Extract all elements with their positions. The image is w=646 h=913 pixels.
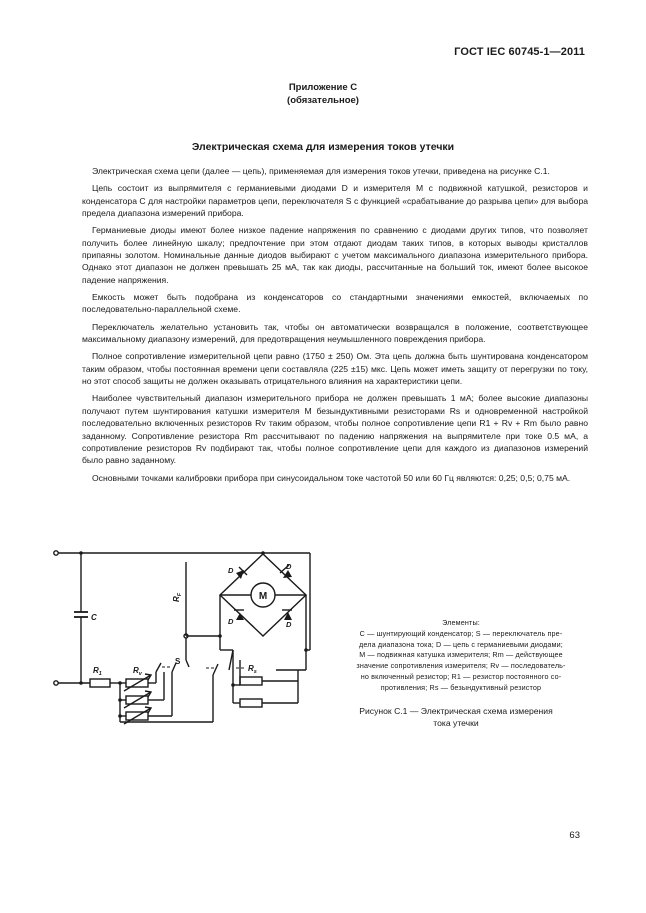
paragraph: Основными точками калибровки прибора при синусоидальном токе частотой 50 или 60 Гц являются: 0,25; 0,5; 0,75 мА. bbox=[92, 472, 571, 483]
input-terminal-bottom bbox=[54, 681, 58, 685]
paragraph: Наиболее чувствительный диапазон измерительного прибора не должен превышать 1 мА; более высокие диапазоны получают путем шунтирования катушки измерителя M безындуктивными резисторами Rs и одновременной настройкой последовательно включенных резисторов Rv таким образом, чтобы полное сопротивление цепи R1 + Rv + Rm было равно заданному. Сопротивление резистора Rm рассчитывают по падению напряжения на выпрямителе при токе 0.5 мА, а сопротивление резисторов Rv подбирают так, чтобы полное сопротивление цепи для каждого из диапазонов измерений было равно заданному. bbox=[82, 393, 588, 466]
meter-label: M bbox=[258, 591, 268, 602]
diode bbox=[282, 610, 292, 620]
annex-title: Приложение С bbox=[288, 82, 358, 93]
paragraph: Электрическая схема цепи (далее — цепь), применяемая для измерения токов утечки, приведена на рисунке С.1. bbox=[92, 166, 550, 176]
legend-line: значение сопротивления измерителя; Rv — последователь- bbox=[356, 661, 566, 671]
resistor-rs bbox=[240, 699, 262, 707]
diode-label: D bbox=[228, 617, 234, 626]
leakage-circuit-diagram bbox=[48, 540, 318, 735]
annex-status: (обязательное) bbox=[287, 95, 359, 106]
capacitor-label: C bbox=[91, 613, 97, 622]
diode-label: D bbox=[286, 620, 292, 629]
legend-line: дела диапазона тока; D — цепь с германиевыми диодами; bbox=[359, 639, 563, 649]
legend-title: Элементы: bbox=[442, 618, 480, 627]
resistor-rs bbox=[240, 677, 262, 685]
diode bbox=[234, 610, 244, 620]
rv-label: $R_v$ bbox=[133, 666, 142, 677]
diode-label: D bbox=[286, 562, 292, 571]
standard-header: ГОСТ IEC 60745-1—2011 bbox=[454, 46, 585, 58]
legend-line: противления; Rs — безындуктивный резистор bbox=[380, 682, 542, 692]
figure-caption: Рисунок С.1 — Электрическая схема измерения тока утечки bbox=[359, 706, 553, 728]
section-title: Электрическая схема для измерения токов утечки bbox=[191, 141, 455, 153]
legend-line: M — подвижная катушка измерителя; Rm — действующее bbox=[359, 650, 563, 660]
rf-label: $R_F$ bbox=[172, 592, 183, 602]
paragraph: Переключатель желательно установить так, чтобы он автоматически возвращался в положение, соответствующее максимальному диапазону измерений, для предотвращения неумышленного повреждения прибора. bbox=[82, 321, 588, 345]
legend-line: но включенный резистор; R1 — резистор постоянного со- bbox=[360, 671, 562, 681]
diode bbox=[236, 567, 247, 579]
input-terminal-top bbox=[54, 551, 58, 555]
paragraph: Цепь состоит из выпрямителя с германиевыми диодами D и измерителя M с подвижной катушкой, резисторов и конденсатора C для настройки параметров цепи, переключателя S с функцией «срабатывание до разрыва цепи» для выбора предела диапазона измерений прибора. bbox=[82, 183, 588, 219]
page-number: 63 bbox=[569, 830, 580, 841]
diode-label: D bbox=[228, 566, 234, 575]
rs-label: $R_s$ bbox=[248, 664, 257, 675]
figure-legend bbox=[336, 618, 586, 694]
resistor-r1 bbox=[90, 679, 110, 687]
paragraph: Полное сопротивление измерительной цепи равно (1750 ± 250) Ом. Эта цепь должна быть шунтирована конденсатором таким образом, чтобы постоянная времени цепи составляла (225 ±15) мкс. Цепь может иметь защиту от перегрузки по току, но этот способ защиты не должен оказывать отрицательного влияния на характеристики цепи. bbox=[82, 351, 588, 387]
paragraph: Германиевые диоды имеют более низкое падение напряжения по сравнению с диодами других типов, что позволяет получить более линейную шкалу; предпочтение при этом отдают диодам таких типов, в которых выводы кристаллов припаяны золотом. Номинальные данные диодов выбирают с учетом максимального диапазона измерительного прибора. Однако этот диапазон не должен превышать 25 мА, так как диоды, рассчитанные на больший ток, имеют более высокое падение напряжения. bbox=[82, 225, 588, 285]
r1-label: $R_1$ bbox=[93, 666, 102, 677]
body-text bbox=[82, 165, 588, 489]
paragraph: Емкость может быть подобрана из конденсаторов со стандартными значениями емкостей, включаемых по последовательно-параллельной схеме. bbox=[82, 292, 588, 315]
switch-label: S bbox=[175, 657, 181, 666]
legend-line: C — шунтирующий конденсатор; S — переключатель пре- bbox=[359, 628, 563, 638]
